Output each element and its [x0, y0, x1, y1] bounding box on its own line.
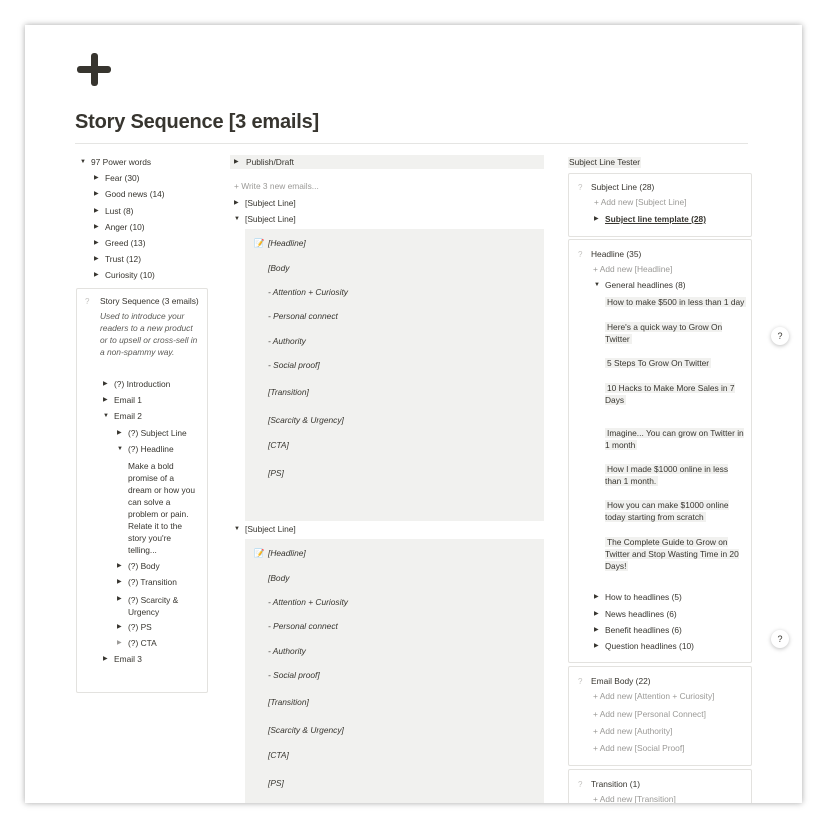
toggle-closed-icon[interactable]: ▶	[94, 191, 99, 197]
headline-title[interactable]: Headline (35)	[591, 249, 642, 259]
body-placeholder[interactable]: [Body	[268, 573, 290, 583]
subject-line-title[interactable]: Subject Line (28)	[591, 182, 655, 192]
headline-item[interactable]: Here's a quick way to Grow On Twitter	[605, 322, 723, 344]
headline-item[interactable]: How to make $500 in less than 1 day	[607, 297, 745, 307]
headline-toggle[interactable]: (?) Headline	[128, 444, 174, 454]
page-title: Story Sequence [3 emails]	[75, 111, 319, 133]
add-attention-button[interactable]: + Add new [Attention + Curiosity]	[593, 691, 715, 701]
toggle-closed-icon[interactable]: ▶	[94, 208, 99, 214]
write-new-emails-button[interactable]: + Write 3 new emails...	[234, 181, 319, 191]
email-1-toggle[interactable]: Email 1	[114, 395, 142, 405]
headline-placeholder[interactable]: [Headline]	[268, 238, 306, 248]
social-placeholder[interactable]: - Social proof]	[268, 360, 320, 370]
category-curiosity[interactable]: Curiosity (10)	[105, 270, 155, 280]
toggle-closed-icon[interactable]: ▶	[117, 596, 122, 602]
toggle-closed-icon[interactable]: ▶	[594, 594, 599, 600]
transition-placeholder[interactable]: [Transition]	[268, 697, 309, 707]
authority-placeholder[interactable]: - Authority	[268, 336, 306, 346]
scarcity-toggle[interactable]: (?) Scarcity & Urgency	[128, 595, 179, 617]
news-headlines-toggle[interactable]: News headlines (6)	[605, 609, 677, 619]
toggle-closed-icon[interactable]: ▶	[117, 624, 122, 630]
question-icon: ?	[578, 250, 583, 259]
email-2-toggle[interactable]: Email 2	[114, 411, 142, 421]
memo-icon: 📝	[254, 238, 265, 248]
toggle-closed-icon[interactable]: ▶	[117, 430, 122, 436]
add-subject-line-button[interactable]: + Add new [Subject Line]	[594, 197, 687, 207]
personal-placeholder[interactable]: - Personal connect	[268, 621, 338, 631]
body-toggle[interactable]: (?) Body	[128, 561, 160, 571]
subject-line-toggle[interactable]: [Subject Line]	[245, 524, 296, 534]
transition-placeholder[interactable]: [Transition]	[268, 387, 309, 397]
question-icon: ?	[578, 677, 583, 686]
benefit-headlines-toggle[interactable]: Benefit headlines (6)	[605, 625, 682, 635]
attention-placeholder[interactable]: - Attention + Curiosity	[268, 287, 348, 297]
toggle-closed-icon[interactable]: ▶	[94, 175, 99, 181]
memo-icon: 📝	[254, 548, 265, 558]
transition-toggle[interactable]: (?) Transition	[128, 577, 177, 587]
toggle-closed-icon[interactable]: ▶	[234, 200, 239, 206]
ps-placeholder[interactable]: [PS]	[268, 778, 284, 788]
body-placeholder[interactable]: [Body	[268, 263, 290, 273]
toggle-open-icon[interactable]: ▼	[234, 216, 240, 222]
plus-icon[interactable]	[75, 51, 115, 91]
card-title[interactable]: Story Sequence (3 emails)	[100, 296, 199, 306]
ps-placeholder[interactable]: [PS]	[268, 468, 284, 478]
transition-title[interactable]: Transition (1)	[591, 779, 641, 789]
toggle-closed-icon[interactable]: ▶	[117, 579, 122, 585]
toggle-closed-icon[interactable]: ▶	[103, 381, 108, 387]
divider	[75, 143, 748, 144]
toggle-open-icon[interactable]: ▼	[103, 413, 109, 419]
introduction-toggle[interactable]: (?) Introduction	[114, 379, 171, 389]
power-words-toggle[interactable]: 97 Power words	[91, 157, 152, 167]
cta-placeholder[interactable]: [CTA]	[268, 440, 289, 450]
how-to-headlines-toggle[interactable]: How to headlines (5)	[605, 592, 682, 602]
toggle-open-icon[interactable]: ▼	[80, 159, 86, 165]
general-headlines-toggle[interactable]: General headlines (8)	[605, 280, 686, 290]
question-icon: ?	[578, 183, 583, 192]
scarcity-placeholder[interactable]: [Scarcity & Urgency]	[268, 725, 344, 735]
toggle-closed-icon[interactable]: ▶	[117, 640, 122, 646]
authority-placeholder[interactable]: - Authority	[268, 646, 306, 656]
email-body-title[interactable]: Email Body (22)	[591, 676, 651, 686]
question-headlines-toggle[interactable]: Question headlines (10)	[605, 641, 694, 651]
ps-toggle[interactable]: (?) PS	[128, 622, 152, 632]
subject-line-template-link[interactable]: Subject line template (28)	[605, 214, 706, 224]
toggle-closed-icon[interactable]: ▶	[594, 216, 599, 222]
publish-draft-label[interactable]: Publish/Draft	[246, 157, 294, 167]
category-good-news[interactable]: Good news (14)	[105, 189, 165, 199]
headline-item[interactable]: The Complete Guide to Grow on Twitter and Stop Wasting Time in 20 Days!	[605, 537, 739, 571]
add-headline-button[interactable]: + Add new [Headline]	[593, 264, 673, 274]
toggle-closed-icon[interactable]: ▶	[94, 256, 99, 262]
add-authority-button[interactable]: + Add new [Authority]	[593, 726, 673, 736]
notion-page	[25, 25, 802, 803]
toggle-closed-icon[interactable]: ▶	[94, 224, 99, 230]
toggle-closed-icon[interactable]: ▶	[234, 159, 239, 165]
toggle-open-icon[interactable]: ▼	[234, 526, 240, 532]
headline-item[interactable]: How you can make $1000 online today starting from scratch	[605, 500, 729, 522]
toggle-closed-icon[interactable]: ▶	[594, 627, 599, 633]
toggle-closed-icon[interactable]: ▶	[117, 563, 122, 569]
subject-line-toggle[interactable]: [Subject Line]	[245, 214, 296, 224]
headline-item[interactable]: 5 Steps To Grow On Twitter	[607, 358, 710, 368]
headline-item[interactable]: 10 Hacks to Make More Sales in 7 Days	[605, 383, 735, 405]
help-button[interactable]: ?	[771, 327, 789, 345]
question-icon: ?	[85, 297, 90, 306]
email-template-block	[245, 229, 544, 521]
cta-toggle[interactable]: (?) CTA	[128, 638, 157, 648]
toggle-open-icon[interactable]: ▼	[117, 446, 123, 452]
subject-line-toggle[interactable]: [Subject Line]	[245, 198, 296, 208]
toggle-closed-icon[interactable]: ▶	[103, 397, 108, 403]
subject-line-toggle[interactable]: (?) Subject Line	[128, 428, 187, 438]
subject-line-tester[interactable]: Subject Line Tester	[569, 157, 641, 167]
personal-placeholder[interactable]: - Personal connect	[268, 311, 338, 321]
toggle-open-icon[interactable]: ▼	[594, 282, 600, 288]
card-description: Used to introduce your readers to a new product or to upsell or cross-sell in a non-spammy way.	[100, 311, 198, 357]
question-icon: ?	[578, 780, 583, 789]
category-greed[interactable]: Greed (13)	[105, 238, 146, 248]
headline-description: Make a bold promise of a dream or how you can solve a problem or pain. Relate it to the story you're telling...	[128, 461, 196, 555]
attention-placeholder[interactable]: - Attention + Curiosity	[268, 597, 348, 607]
add-transition-button[interactable]: + Add new [Transition]	[593, 794, 676, 803]
toggle-closed-icon[interactable]: ▶	[103, 656, 108, 662]
headline-placeholder[interactable]: [Headline]	[268, 548, 306, 558]
help-button[interactable]: ?	[771, 630, 789, 648]
headline-item[interactable]: Imagine... You can grow on Twitter in 1 month	[605, 428, 744, 450]
toggle-closed-icon[interactable]: ▶	[94, 240, 99, 246]
scarcity-placeholder[interactable]: [Scarcity & Urgency]	[268, 415, 344, 425]
add-social-proof-button[interactable]: + Add new [Social Proof]	[593, 743, 685, 753]
cta-placeholder[interactable]: [CTA]	[268, 750, 289, 760]
toggle-closed-icon[interactable]: ▶	[594, 611, 599, 617]
social-placeholder[interactable]: - Social proof]	[268, 670, 320, 680]
category-fear[interactable]: Fear (30)	[105, 173, 140, 183]
add-personal-connect-button[interactable]: + Add new [Personal Connect]	[593, 709, 706, 719]
category-trust[interactable]: Trust (12)	[105, 254, 141, 264]
headline-item[interactable]: How I made $1000 online in less than 1 month.	[605, 464, 729, 486]
toggle-closed-icon[interactable]: ▶	[94, 272, 99, 278]
email-3-toggle[interactable]: Email 3	[114, 654, 142, 664]
category-anger[interactable]: Anger (10)	[105, 222, 145, 232]
toggle-closed-icon[interactable]: ▶	[594, 643, 599, 649]
category-lust[interactable]: Lust (8)	[105, 206, 134, 216]
